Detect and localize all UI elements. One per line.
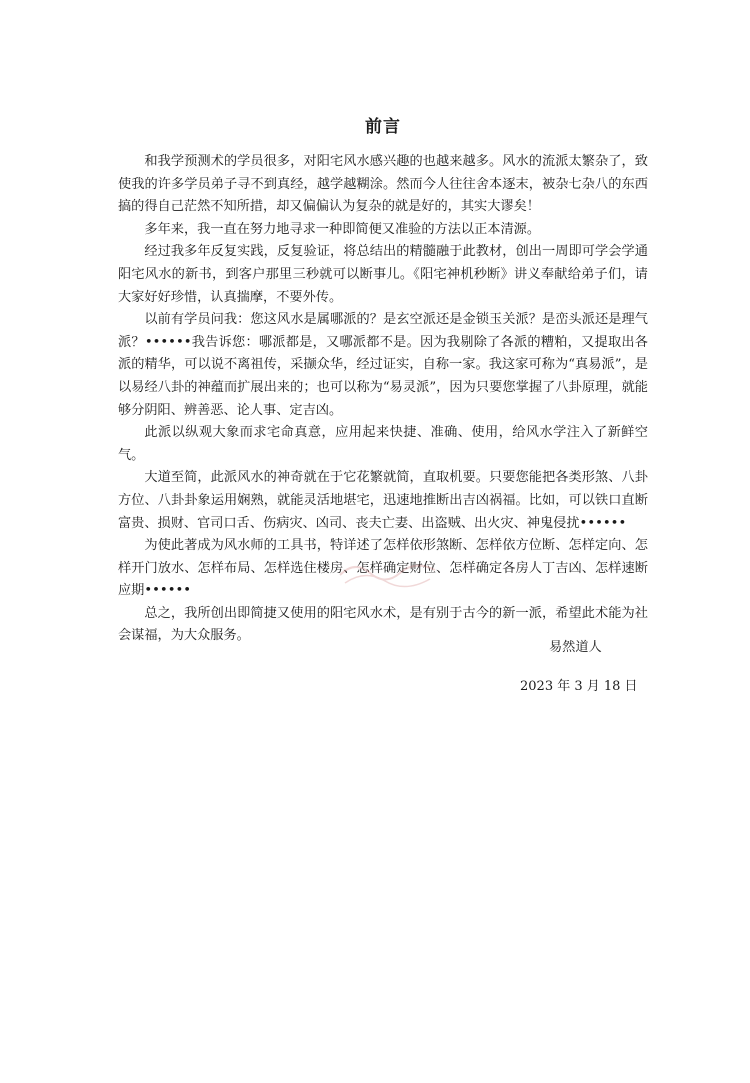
paragraph-6: 大道至简，此派风水的神奇就在于它花繁就简，直取机要。只要您能把各类形煞、八卦方位、八卦卦象运用娴熟，就能灵活地堪宅，迅速地推断出吉凶祸福。比如，可以铁口直断富贵、损财、官司口舌、伤病灾、凶司、丧夫亡妻、出盗贼、出火灾、神鬼侵扰•••••• [118, 470, 648, 531]
paragraph-3: 经过我多年反复实践，反复验证，将总结出的精髓融于此教材，创出一周即可学会学通阳宅风水的新书，到客户那里三秒就可以断事儿。《阳宅神机秒断》讲义奉献给弟子们，请大家好好珍惜，认真揣摩，不要外传。 [118, 244, 648, 305]
author-signature: 易然道人 [549, 640, 602, 655]
document-date: 2023 年 3 月 18 日 [520, 679, 638, 694]
paragraph-5: 此派以纵观大象而求宅命真意，应用起来快捷、准确、使用，给风水学注入了新鲜空气。 [118, 425, 648, 463]
paragraph-2: 多年来，我一直在努力地寻求一种即简便又准验的方法以正本清源。 [144, 221, 541, 237]
page-title: 前言 [365, 117, 401, 137]
paragraph-4: 以前有学员问我：您这风水是属哪派的？是玄空派还是金锁玉关派？是峦头派还是理气派？••••••我告诉您：哪派都是，又哪派都不是。因为我剔除了各派的糟粕，又提取出各派的精华，可以说不离祖传，采撷众华，经过证实，自称一家。我这家可称为“真易派”，是以易经八卦的神蕴而扩展出来的；也可以称为“易灵派”，因为只要您掌握了八卦原理，就能够分阴阳、辨善恶、论人事、定吉凶。 [118, 312, 648, 418]
paragraph-7: 为使此著成为风水师的工具书，特详述了怎样依形煞断、怎样依方位断、怎样定向、怎样开门放水、怎样布局、怎样选住楼房、怎样确定财位、怎样确定各房人丁吉凶、怎样速断应期•••••• [118, 538, 648, 599]
document-body [118, 112, 648, 648]
paragraph-8: 总之，我所创出即简捷又使用的阳宅风水术，是有别于古今的新一派，希望此术能为社会谋福，为大众服务。 [118, 605, 648, 644]
paragraph-1: 和我学预测术的学员很多，对阳宅风水感兴趣的也越来越多。风水的流派太繁杂了，致使我的许多学员弟子寻不到真经，越学越糊涂。然而今人往往舍本逐末，被杂七杂八的东西搞的得自己茫然不知所措，却又偏偏认为复杂的就是好的，其实大谬矣！ [118, 154, 648, 215]
